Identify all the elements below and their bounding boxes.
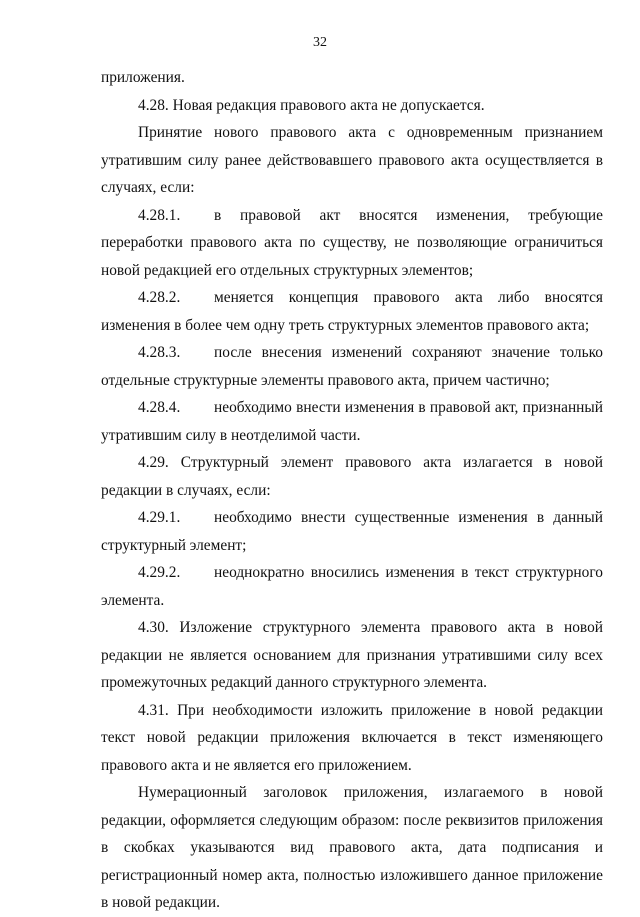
item-text-continuation: структурный элемент; [101,536,247,554]
item-4-29-2 [101,559,603,587]
document-body [101,64,603,917]
item-number: 4.29.1. [138,509,181,526]
item-number: 4.28.4. [138,399,181,416]
paragraph-4-28: 4.28. Новая редакция правового акта не допускается. [138,96,485,114]
item-text-continuation: переработки правового акта по существу, не позволяющие ограничиться новой редакцией его отдельных структурных элементов; [101,234,603,279]
item-text-first-line: неоднократно вносились изменения в текст структурного [214,564,603,581]
item-text-continuation: утратившим силу в неотделимой части. [101,426,361,444]
item-text-continuation: отдельные структурные элементы правового акта, причем частично; [101,371,550,389]
paragraph-heading-format: Нумерационный заголовок приложения, излагаемого в новой редакции, оформляется следующим образом: после реквизитов приложения в скобках указываются вид правового акта, дата подписания и регистрационный номер акта, полностью изложившего данное приложение в новой редакции. [101,784,603,911]
paragraph-4-31: 4.31. При необходимости изложить приложение в новой редакции текст новой редакции приложения включается в текст изменяющего правового акта и не является его приложением. [101,701,603,774]
item-4-29-1 [101,504,603,532]
page-number: 32 [313,35,327,50]
paragraph-4-30: 4.30. Изложение структурного элемента правового акта в новой редакции не является основанием для признания утратившими силу всех промежуточных редакций данного структурного элемента. [101,619,603,691]
item-text-continuation: элемента. [101,591,165,609]
item-text-first-line: необходимо внести существенные изменения в данный [214,509,603,526]
item-text-continuation: изменения в более чем одну треть структурных элементов правового акта; [101,316,590,334]
item-number: 4.29.2. [138,564,181,581]
item-text-first-line: после внесения изменений сохраняют значение только [214,344,603,361]
item-text-first-line: меняется концепция правового акта либо вносятся [214,289,603,306]
item-4-28-1 [101,202,603,230]
item-number: 4.28.3. [138,344,181,361]
item-number: 4.28.1. [138,206,181,224]
item-4-28-3 [101,339,603,367]
item-number: 4.28.2. [138,289,181,306]
item-4-28-2 [101,284,603,312]
item-text-first-line: в правовой акт вносятся изменения, требующие [214,206,603,224]
paragraph-4-29: 4.29. Структурный элемент правового акта излагается в новой редакции в случаях, если: [101,454,603,499]
item-text-first-line: необходимо внести изменения в правовой акт, признанный [214,399,603,416]
paragraph-continuation: приложения. [101,69,185,86]
item-4-28-4 [101,394,603,422]
paragraph-4-28-intro: Принятие нового правового акта с одновременным признанием утратившим силу ранее действовавшего правового акта осуществляется в случаях, если: [101,124,603,196]
